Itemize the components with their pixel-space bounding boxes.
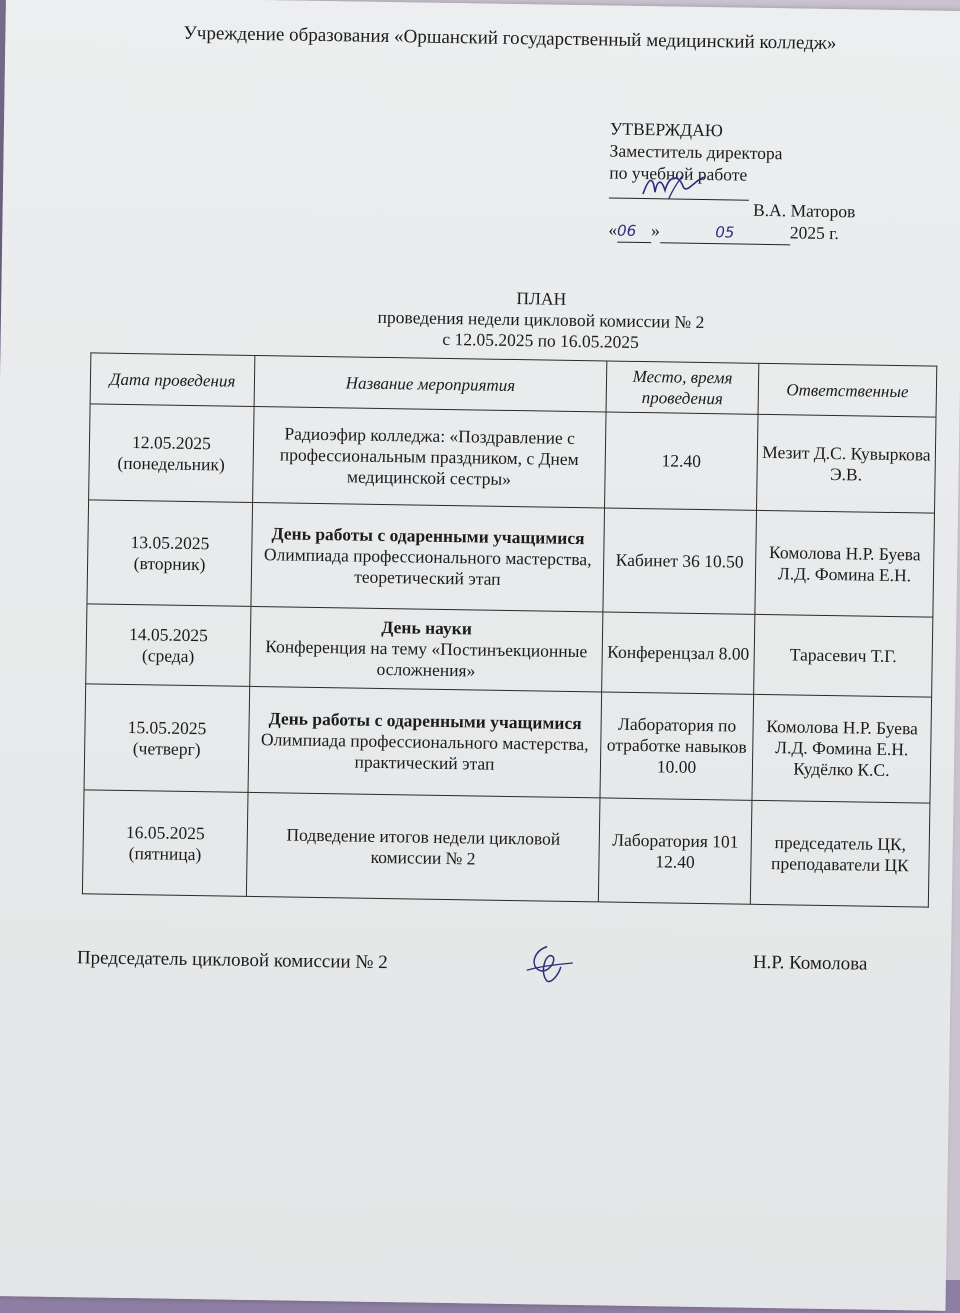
signature-line	[609, 183, 749, 200]
event-text: Радиоэфир колледжа: «Поздравление с профессиональным праздником, с Днем медицинской сестры»	[279, 423, 579, 489]
plan-period: с 12.05.2025 по 16.05.2025	[442, 328, 640, 352]
date-value: 13.05.2025	[130, 531, 210, 553]
plan-subtitle: проведения недели цикловой комиссии № 2	[377, 306, 705, 333]
place-cell: 12.40	[605, 412, 758, 510]
weekday-value: (четверг)	[132, 737, 201, 759]
weekday-value: (среда)	[141, 644, 195, 666]
responsible-cell: Тарасевич Т.Г.	[754, 614, 933, 697]
chair-label: Председатель цикловой комиссии № 2	[76, 947, 388, 974]
event-cell	[246, 792, 600, 902]
responsible-cell: Комолова Н.Р. Буева Л.Д. Фомина Е.Н. Кудёлко К.С.	[752, 694, 932, 803]
plan-title: ПЛАН	[516, 288, 567, 309]
event-text: Конференция на тему «Постинъекционные осложнения»	[265, 636, 588, 681]
plan-title-block	[1, 280, 960, 360]
table-row	[89, 404, 936, 513]
responsible-cell: председатель ЦК, преподаватели ЦК	[750, 800, 930, 907]
weekday-value: (вторник)	[133, 552, 206, 574]
approval-title: УТВЕРЖДАЮ	[609, 118, 723, 141]
chair-signature	[516, 940, 577, 996]
date-close-quote: »	[650, 220, 661, 241]
table-row	[84, 684, 932, 803]
date-cell	[82, 790, 248, 897]
date-cell	[87, 500, 253, 607]
place-cell: Кабинет 36 10.50	[603, 508, 757, 614]
event-cell	[251, 502, 605, 612]
header-event: Название мероприятия	[254, 355, 607, 412]
place-cell: Конференцзал 8.00	[602, 612, 755, 694]
table-row	[82, 790, 930, 907]
table-row	[86, 604, 933, 697]
event-text: Олимпиада профессионального мастерства, теоретический этап	[263, 544, 592, 589]
event-cell	[248, 686, 602, 798]
table-row	[87, 500, 935, 617]
date-value: 12.05.2025	[131, 431, 212, 453]
approval-block	[608, 118, 857, 247]
event-text: Подведение итогов недели цикловой комиссии № 2	[286, 824, 561, 868]
approval-name: В.А. Маторов	[752, 199, 856, 222]
approval-position-line2: по учебной работе	[609, 162, 748, 185]
approval-date-row	[608, 218, 855, 246]
responsible-cell: Комолова Н.Р. Буева Л.Д. Фомина Е.Н.	[755, 510, 935, 617]
schedule-table	[82, 352, 937, 907]
event-bold: День науки	[381, 616, 473, 639]
event-cell	[253, 406, 606, 508]
director-signature-icon	[639, 170, 709, 201]
approval-position-line1: Заместитель директора	[609, 140, 783, 164]
date-value: 15.05.2025	[127, 716, 207, 738]
place-cell: Лаборатория 101 12.40	[598, 798, 752, 904]
date-year: 2025 г.	[789, 222, 840, 244]
date-cell	[86, 604, 251, 687]
chair-name: Н.Р. Комолова	[752, 951, 868, 975]
date-value: 16.05.2025	[125, 821, 205, 843]
date-cell	[84, 684, 250, 793]
event-cell	[250, 606, 603, 692]
weekday-value: (понедельник)	[117, 452, 225, 474]
date-open-quote: «	[608, 219, 618, 240]
event-text: Олимпиада профессионального мастерства, практический этап	[260, 729, 589, 774]
header-responsible: Ответственные	[758, 363, 937, 417]
responsible-cell: Мезит Д.С. Кувыркова Э.В.	[757, 414, 936, 513]
weekday-value: (пятница)	[128, 842, 202, 864]
institution-header: Учреждение образования «Оршанский государственный медицинский колледж»	[183, 22, 837, 55]
date-month: 05	[715, 223, 735, 242]
approval-signature-row	[609, 183, 856, 222]
header-date: Дата проведения	[90, 353, 255, 407]
chair-signature-icon	[516, 940, 577, 991]
header-place: Место, время проведения	[606, 361, 759, 414]
date-value: 14.05.2025	[128, 623, 209, 645]
place-cell: Лаборатория по отработке навыков 10.00	[600, 692, 754, 800]
event-bold: День работы с одаренными учащимися	[271, 523, 585, 549]
date-day: 06	[616, 221, 637, 240]
date-cell	[89, 404, 254, 503]
event-bold: День работы с одаренными учащимися	[268, 708, 582, 734]
